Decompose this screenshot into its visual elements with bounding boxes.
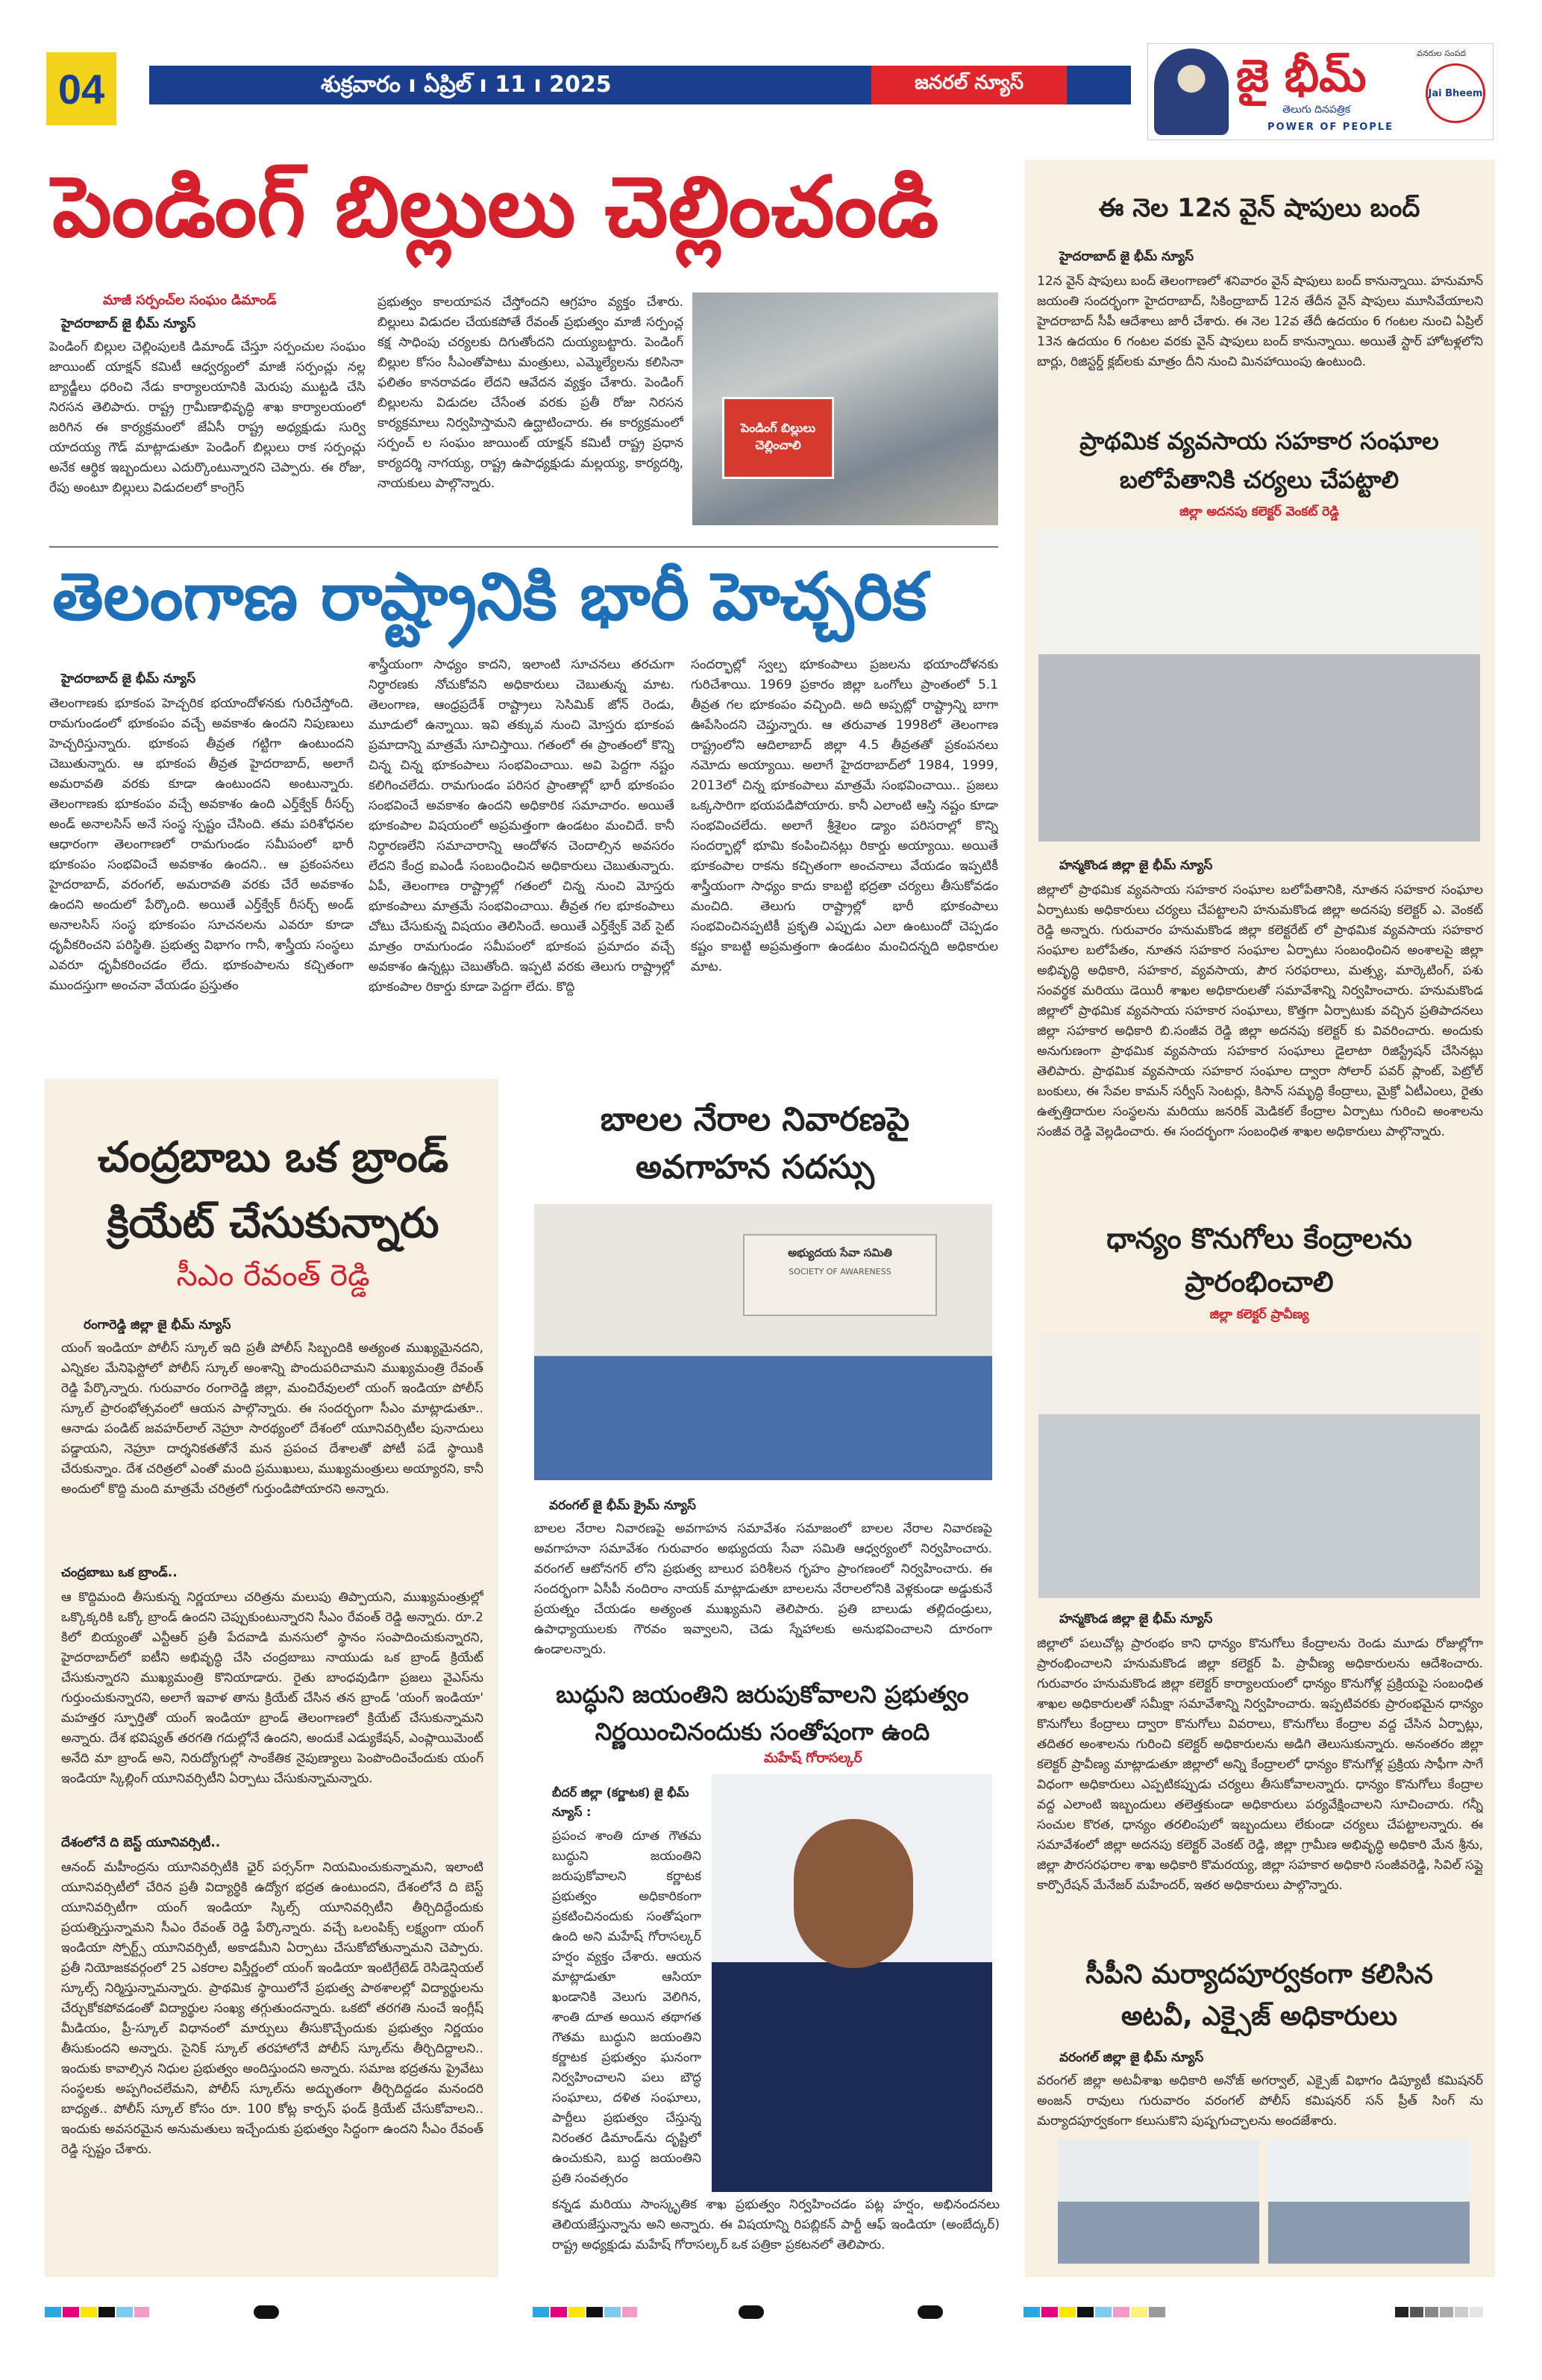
brand-logo: [1147, 43, 1494, 140]
article5-portrait-photo: [712, 1774, 992, 2192]
brand-name: జై భీమ్: [1236, 50, 1367, 102]
section-tag: [871, 66, 1067, 104]
sidebar1-headline: ఈ నెల 12న వైన్ షాపులు బంద్: [1098, 193, 1420, 223]
sidebar2-byline: జిల్లా అదనపు కలెక్టర్ వెంకట్ రెడ్డి: [1179, 504, 1339, 519]
article4-body: బాలల నేరాల నివారణపై అవగాహన సమావేశం సమాజంలో బాలల నేరాల నివారణపై అవగాహనా సమావేశం గురువారం అభ్యుదయ సేవా సమితి ఆధ్వర్యంలో నిర్వహించారు. వరంగల్ ఆటోనగర్ లోని ప్రభుత్వ బాలుర పరిశీలన గృహం ప్రాంగణంలో నిర్వహించారు. ఈ సందర్భంగా ఏసీపీ నందిరాం నాయక్ మాట్లాడుతూ బాలలను నేరాలలోనికి వెళ్లకుండా అడ్డుకునే ప్రయత్నం చేయడం అత్యంత ముఖ్యమని తెలిపారు. ప్రతి బాలుడు తల్లిదండ్రులు, ఉపాధ్యాయులకు గౌరవం ఇవ్వాలని, చెడు స్నేహాలకు అనుభవించాలని దూరంగా ఉండాలన్నారు.: [534, 1521, 992, 1657]
sidebar2-body: జిల్లాలో ప్రాథమిక వ్యవసాయ సహకార సంఘాల బలోపేతానికి, నూతన సహకార సంఘాల ఏర్పాటుకు అధికారులు చర్యలు చేపట్టాలని హనుమకొండ జిల్లా అదనపు కలెక్టర్ ఎ. వెంకట్ రెడ్డి అన్నారు. గురువారం హనుమకొండ జిల్లా కలెక్టరేట్ లో ప్రాథమిక వ్యవసాయ సహకార సంఘాల బలోపేతం, నూతన సహకార సంఘాల ఏర్పాటు సంబంధించిన అంశాలపై జిల్లా అభివృద్ధి అధికారి, సహకార, వ్యవసాయ, పౌర సరఫరాలు, మత్స్య, మార్కెటింగ్, పశు సంవర్థక మరియు డెయిరీ శాఖల అధికారులతో సమావేశాన్ని నిర్వహించారు. హనుమకొండ జిల్లాలో ప్రాథమిక వ్యవసాయ సహకార సంఘాలు, కొత్తగా ఏర్పాటుకు వచ్చిన ప్రతిపాదనలు జిల్లా సహకార అధికారి బి.సంజీవ రెడ్డి జిల్లా అదనపు కలెక్టర్ కు వివరించారు. అందుకు అనుగుణంగా ప్రాథమిక వ్యవసాయ సహకార సంఘాలు డైలాటా రిజిస్ట్రేషన్ చేసినట్లు తెలిపారు. ప్రాథమిక వ్యవసాయ సహకార సంఘాల ద్వారా సోలార్ పవర్ ప్లాంట్, పెట్రోల్ బంకులు, ఈ సేవల కామన్ సర్వీస్ సెంటర్లు, కిసాన్ సమృద్ధి కేంద్రాలు, మైక్రో ఏటీఎంలు, రైతు ఉత్పత్తిదారుల సంస్థలను మరియు జనరిక్ మెడికల్ కేంద్రాల ఏర్పాటు గురించి అంశాలను సంజీవ రెడ్డి వెల్లడించారు. ఈ సందర్భంగా సంబంధిత శాఖల అధికారులు పాల్గొన్నారు.: [1037, 883, 1483, 1139]
sidebar3-headline-line1: ధాన్యం కొనుగోలు కేంద్రాలను: [1106, 1222, 1412, 1255]
article1-col2: ప్రభుత్వం కాలయాపన చేస్తోందని ఆగ్రహం వ్యక్తం చేశారు. బిల్లులు విడుదల చేయకపోతే రేవంత్ ప్రభుత్వం మాజీ సర్పంచ్ల కక్ష సాధింపు చర్యలకు దిగుతోందని దుయ్యబట్టారు. పెండింగ్ బిల్లుల కోసం సీఎంతోపాటు మంత్రులు, ఎమ్మెల్యేలను కలిసినా ఫలితం కానరావడం లేదని ఆవేదన వ్యక్తం చేశారు. పెండింగ్ బిల్లులను విడుదల చేసేంత వరకు ప్రతీ రోజు నిరసన కార్యక్రమాలు నిర్వహిస్తామని ఉద్ఘాటించారు. ఈ కార్యక్రమంలో సర్పంచ్ ల సంఘం జాయింట్ యాక్షన్ కమిటీ రాష్ట్ర ప్రధాన కార్యదర్శి నాగయ్య, రాష్ట్ర ఉపాధ్యక్షుడు మల్లయ్య, కార్యదర్శి, నాయకులు పాల్గొన్నారు.: [377, 295, 683, 491]
sidebar3-meeting-photo: [1038, 1335, 1480, 1598]
article5-byline: మహేష్ గోరాసల్కర్: [764, 1750, 862, 1766]
page-number: 04: [57, 65, 105, 113]
divider: [49, 546, 998, 548]
sidebar4-headline-line1: సీపీని మర్యాదపూర్వకంగా కలిసిన: [1085, 1959, 1433, 1990]
article1-kicker: మాజీ సర్పంచ్‌ల సంఘం డిమాండ్: [103, 292, 277, 308]
seminar-poster-sub: SOCIETY OF AWARENESS: [789, 1267, 891, 1277]
sidebar2-headline-line1: ప్రాథమిక వ్యవసాయ సహకార సంఘాల: [1079, 427, 1439, 455]
sidebar2-dateline: హన్మకొండ జిల్లా జై భీమ్ న్యూస్: [1059, 858, 1213, 873]
article5-headline-line2: నిర్ణయించినందుకు సంతోషంగా ఉంది: [595, 1717, 930, 1746]
sidebar3-body: జిల్లాలో పలుచోట్ల ప్రారంభం కాని ధాన్యం కొనుగోలు కేంద్రాలను రెండు మూడు రోజుల్లోగా ప్రారంభించాలని హనుమకొండ జిల్లా కలెక్టర్ పి. ప్రావీణ్య అధికారులను ఆదేశించారు. గురువారం హనుమకొండ జిల్లా కలెక్టర్ కార్యాలయంలో ధాన్యం కొనుగోళ్ల ప్రక్రియపై సంబంధిత శాఖల అధికారులతో సమీక్షా సమావేశాన్ని నిర్వహించారు. ఇప్పటివరకు ప్రారంభమైన ధాన్యం కొనుగోలు కేంద్రాలు ద్వారా కొనుగోలు వివరాలు, కొనుగోలు కేంద్రాల వద్ద చేసిన ఏర్పాట్లు, తదితర అంశాలను గురించి కలెక్టర్ అధికారులను అడిగి తెలుసుకున్నారు. అనంతరం జిల్లా కలెక్టర్ ప్రావీణ్య మాట్లాడుతూ జిల్లాలో అన్ని కేంద్రాలలో ధాన్యం కొనుగోళ్ల ప్రక్రియ సాఫీగా సాగే విధంగా అధికారులు ఎప్పటికప్పుడు చర్యలు తీసుకోవాలన్నారు. ధాన్యం కొనుగోలు కేంద్రాల వద్ద ఎలాంటి ఇబ్బందులు తలెత్తకుండా అధికారులు పర్యవేక్షించాలని సూచించారు. గన్నీ సంచుల కొరత, ధాన్యం తరలింపులో ఇబ్బందులు లేకుండా చర్యలు చేపట్టాలన్నారు. ఈ సమావేశంలో జిల్లా అదనపు కలెక్టర్ వెంకట్ రెడ్డి, జిల్లా గ్రామీణ అభివృద్ధి అధికారి మేన శ్రీను, జిల్లా పౌరసరఫరాల శాఖ అధికారి కొమరయ్య, జిల్లా సహకార అధికారి సంజీవరెడ్డి, సివిల్ సప్లై కార్పొరేషన్ మేనేజర్ మహేందర్, ఇతర అధికారులు పాల్గొన్నారు.: [1037, 1636, 1483, 1893]
registration-marks-far-right: [1395, 2307, 1492, 2317]
page-number-box: [46, 52, 116, 125]
article1-headline: పెండింగ్ బిల్లులు చెల్లించండి: [52, 159, 939, 256]
registration-dot: [254, 2305, 279, 2319]
sidebar4-headline-line2: అటవీ, ఎక్సైజ్ అధికారులు: [1121, 2001, 1398, 2032]
article2-col3: సందర్భాల్లో స్వల్ప భూకంపాలు ప్రజలను భయాందోళనకు గురిచేశాయి. 1969 ప్రకారం జిల్లా ఒంగోలు ప్రాంతంలో 5.1 తీవ్రత గల భూకంపం వచ్చింది. అది అప్పట్లో రాష్ట్రాన్ని బాగా ఊపేసిందని చెప్తున్నారు. ఆ తరువాత 1998లో తెలంగాణ రాష్ట్రంలోని ఆదిలాబాద్ జిల్లా 4.5 తీవ్రతతో ప్రకంపనలు నమోదు అయ్యాయి. అలాగే హైదరాబాద్‌లో 1984, 1999, 2013లో చిన్న భూకంపాలు మాత్రమే సంభవించాయి.. ప్రజలు ఒక్కసారిగా భయపడిపోయారు. కానీ ఎలాంటి ఆస్తి నష్టం కూడా సంభవించలేదు. అలాగే శ్రీశైలం డ్యాం పరిసరాల్లో కొన్ని సందర్భాల్లో భూమి కంపించినట్లు రికార్డు అయ్యాయి. అయితే భూకంపాల రాకను కచ్చితంగా అంచనాలు వేయడం ఇప్పటికీ శాస్త్రీయంగా సాధ్యం కాదు కాబట్టి భద్రతా చర్యలు తీసుకోవడం మంచిది. తెలుగు రాష్ట్రాల్లో భారీ భూకంపాలు సంభవించినప్పటికీ ప్రకృతి ఎప్పుడు ఎలా ఉంటుందో చెప్పడం కష్టం కాబట్టి అప్రమత్తంగా ఉండటం మంచిదన్నది అధికారుల మాట.: [691, 657, 998, 974]
sidebar2-meeting-photo: [1038, 530, 1480, 842]
article5-side-text: ప్రపంచ శాంతి దూత గౌతమ బుద్ధుని జయంతిని జరుపుకోవాలని కర్ణాటక ప్రభుత్వం అధికారికంగా ప్రకటించినందుకు సంతోషంగా ఉంది అని మహేష్ గోరాసల్కర్ హర్షం వ్యక్తం చేశారు. ఆయన మాట్లాడుతూ ఆసియా ఖండానికి వెలుగు వెలిగిన, శాంతి దూత అయిన తథాగత గౌతమ బుద్ధుని జయంతిని కర్ణాటక ప్రభుత్వం ఘనంగా నిర్వహించాలని పలు బౌద్ధ సంఘాలు, దళిత సంఘాలు, పార్టీలు ప్రభుత్వం చేస్తున్న నిరంతర డిమాండ్‌ను దృష్టిలో ఉంచుకుని, బుద్ధ జయంతిని ప్రతి సంవత్సరం: [552, 1829, 701, 2186]
sidebar1-body: 12న వైన్ షాపులు బంద్ తెలంగాణలో శనివారం వైన్ షాపులు బంద్ కానున్నాయి. హనుమాన్ జయంతి సందర్భంగా హైదరాబాద్, సికింద్రాబాద్ 12న తేదీన వైన్ షాపులు మూసివేయాలని హైదరాబాద్ సీపీ ఆదేశాలు జారీ చేశారు. ఈ నెల 12వ తేదీ ఉదయం 6 గంటల నుంచి ఏప్రిల్ 13న ఉదయం 6 గంటల వరకు వైన్ షాపులు బంద్ కానున్నాయి. అయితే స్టార్ హోటళ్లలోని బార్లు, రిజిస్టర్డ్ క్లబ్‌లకు మాత్రం దీని నుంచి మినహాయింపు ఉంటుంది.: [1037, 274, 1483, 369]
sidebar3-dateline: హన్మకొండ జిల్లా జై భీమ్ న్యూస్: [1059, 1612, 1213, 1626]
article2-headline: తెలంగాణ రాష్ట్రానికి భారీ హెచ్చరిక: [52, 558, 927, 635]
article5-dateline: బీదర్ జిల్లా (కర్ణాటక) జై భీమ్ న్యూస్ :: [552, 1785, 689, 1819]
sidebar1-dateline: హైదరాబాద్ జై భీమ్ న్యూస్: [1059, 249, 1194, 264]
section-label: జనరల్ న్యూస్: [915, 72, 1024, 94]
brand-slogan: POWER OF PEOPLE: [1267, 122, 1394, 133]
sidebar4-photo-right: [1268, 2140, 1470, 2264]
sidebar3-byline: జిల్లా కలెక్టర్ ప్రావీణ్య: [1209, 1307, 1309, 1322]
article4-headline-line2: అవగాహన సదస్సు: [636, 1148, 874, 1186]
registration-marks-right: [1024, 2307, 1188, 2317]
issue-date: శుక్రవారం ı ఏప్రిల్ ı 11 ı 2025: [321, 72, 612, 98]
article4-seminar-photo: [534, 1204, 992, 1480]
article3-para2: ఆ కొద్దిమంది తీసుకున్న నిర్ణయాలు చరిత్రను మలుపు తిప్పాయని, ముఖ్యమంత్రుల్లో ఒక్కొక్కరికి ఒక్కో బ్రాండ్ ఉందని చెప్పుకుంటున్నారని సీఎం రేవంత్ రెడ్డి అన్నారు. రూ.2 కిలో బియ్యంతో ఎన్టీఆర్ ప్రతీ పేదవాడి మనసులో స్థానం సంపాదించుకున్నారని, హైదరాబాద్‌లో ఐటీని అభివృద్ధి చేసి చంద్రబాబు నాయుడు ఒక బ్రాండ్ క్రియేట్ చేసుకున్నారని ముఖ్యమంత్రి కొనియాడారు. రైతు బాంధవుడిగా ప్రజలు వైఎస్‌ను గుర్తుంచుకున్నారని, అలాగే ఇవాళ తాను క్రియేట్ చేసిన తన బ్రాండ్ 'యంగ్ ఇండియా' మహత్తర స్ఫూర్తితో యంగ్ ఇండియా బ్రాండ్ తెలంగాణలో క్రియేట్ చేసుకున్నామని అన్నారు. దేశ భవిష్యత్ తరగతి గదుల్లోనే ఉందని, అందుకే ఎడ్యుకేషన్, ఎంప్లాయిమెంట్ అనేది మా బ్రాండ్ అని, నిరుద్యోగుల్లో సాంకేతిక నైపుణ్యాలు పెంపొందించేందుకు యంగ్ ఇండియా స్కిల్లింగ్ యూనివర్సిటీని ఏర్పాటు చేసుకున్నామన్నారు.: [61, 1590, 483, 1786]
article3-byline: సీఎం రేవంత్ రెడ్డి: [176, 1259, 370, 1293]
article5-headline-line1: బుద్ధుని జయంతిని జరుపుకోవాలని ప్రభుత్వం: [556, 1680, 969, 1709]
registration-dot: [918, 2305, 943, 2319]
jai-bheem-emblem: [1426, 63, 1485, 123]
article3-para3: ఆనంద్ మహీంద్రను యూనివర్సిటీకి ఛైర్ పర్సన్‌గా నియమించుకున్నామని, ఇలాంటి యూనివర్సిటీలో చేరిన ప్రతీ విద్యార్థికి ఉద్యోగ భద్రత ఉంటుందని, దేశంలోనే ది బెస్ట్ యూనివర్సిటీగా యంగ్ ఇండియా స్కిల్స్ యూనివర్సిటీని తీర్చిదిద్దేందుకు ప్రయత్నిస్తున్నామని సీఎం రేవంత్ రెడ్డి పేర్కొన్నారు. వచ్చే ఒలంపిక్స్ లక్ష్యంగా యంగ్ ఇండియా స్పోర్ట్స్ యూనివర్సిటీ, అకాడమీని ఏర్పాటు చేసుకోబోతున్నామని చెప్పారు. ప్రతీ నియోజకవర్గంలో 25 ఎకరాల విస్తీర్ణంలో యంగ్ ఇండియా ఇంటిగ్రేటెడ్ రెసిడెన్షియల్ స్కూల్స్ నిర్మిస్తున్నామన్నారు. ప్రాథమిక స్థాయిలోనే ప్రభుత్వ పాఠశాలల్లో విద్యార్థులను చేర్చుకోకపోవడంతో విద్యార్థుల సంఖ్య తగ్గుతుందన్నారు. ఒకటో తరగతి నుంచే ఇంగ్లీష్ మీడియం, ప్రీ-స్కూల్ విధానంలో మార్పులు తీసుకొచ్చేందుకు ప్రభుత్వం నిర్ణయం తీసుకుందని అన్నారు. సైనిక్ స్కూల్ తరహాలోనే పోలీస్ స్కూల్‌ను తీర్చిదిద్దాలని.. ఇందుకు కావాల్సిన నిధుల ప్రభుత్వం అందిస్తుందని అన్నారు. సమాజ భద్రతను ప్రైవేటు సంస్థలకు అప్పగించలేమని, పోలీస్ స్కూల్‌ను అద్భుతంగా తీర్చిదిద్దడం మనందరి బాధ్యత.. పోలీస్ స్కూల్ కోసం రూ. 100 కోట్ల కార్పస్ ఫండ్ క్రియేట్ చేసుకోవాలని.. ఇందుకు అవసరమైన అనుమతులు ఇచ్చేందుకు ప్రభుత్వం సిద్ధంగా ఉందని సీఎం రేవంత్ రెడ్డి స్పష్టం చేశారు.: [61, 1860, 483, 2157]
brand-tagline: తెలుగు దినపత్రిక: [1282, 104, 1351, 116]
article3-dateline: రంగారెడ్డి జిల్లా జై భీమ్ న్యూస్: [84, 1318, 231, 1333]
registration-dot: [739, 2305, 764, 2319]
protest-banner: [722, 397, 834, 479]
sidebar4-dateline: వరంగల్ జిల్లా జై భీమ్ న్యూస్: [1059, 2050, 1204, 2065]
registration-marks-left: [45, 2307, 149, 2317]
article4-dateline: వరంగల్ జై భీమ్ క్రైమ్ న్యూస్: [549, 1498, 696, 1513]
article3-subhead1: చంద్రబాబు ఒక బ్రాండ్..: [61, 1565, 178, 1580]
registration-marks-center: [533, 2307, 637, 2317]
seminar-poster: [743, 1234, 937, 1316]
portrait-face: [794, 1819, 913, 1968]
brand-tagline-top: వనరుల సంపద: [1417, 48, 1467, 58]
article1-dateline: హైదరాబాద్ జై భీమ్ న్యూస్: [61, 316, 196, 331]
article3-para1: యంగ్ ఇండియా పోలీస్ స్కూల్ ఇది ప్రతీ పోలీస్ సిబ్బందికి అత్యంత ముఖ్యమైనదని, ఎన్నికల మేనిఫెస్టోలో పోలీస్ స్కూల్ అంశాన్ని పొందుపరిచామని ముఖ్యమంత్రి రేవంత్ రెడ్డి పేర్కొన్నారు. గురువారం రంగారెడ్డి జిల్లా, మంచిరేవులలో యంగ్ ఇండియా పోలీస్ స్కూల్ ప్రారంభోత్సవంలో ఆయన పాల్గొన్నారు. ఈ సందర్భంగా సీఎం మాట్లాడుతూ.. ఆనాడు పండిట్ జవహర్‌లాల్ నెహ్రూ సారథ్యంలో దేశంలో యూనివర్సిటీల పునాదులు పడ్డాయని, నెహ్రూ దార్శనికతతోనే మన ప్రపంచ దేశాలతో పోటీ పడే స్థాయికి చేరుకున్నాం. దేశ చరిత్రలో ఎంతో మంది ప్రముఖులు, ముఖ్యమంత్రులు అయ్యారని, కానీ అందులో కొద్ది మంది మాత్రమే చరిత్రలో గుర్తుండిపోయారని అన్నారు.: [61, 1341, 483, 1497]
protest-banner-text: పెండింగ్ బిల్లులు చెల్లించాలి: [740, 421, 816, 452]
sidebar3-headline-line2: ప్రారంభించాలి: [1185, 1265, 1334, 1298]
seminar-poster-title: అభ్యుదయ సేవా సమితి: [788, 1246, 892, 1259]
brand-logo-text: Jai Bheem: [1428, 87, 1483, 99]
article1-col1: పెండింగ్ బిల్లుల చెల్లింపులకి డిమాండ్ చేస్తూ సర్పంచుల సంఘం జాయింట్ యాక్షన్ కమిటీ ఆధ్వర్యంలో మాజీ సర్పంచ్లు నల్ల బ్యాడ్జీలు ధరించి నేడు కార్యాలయానికి మెరుపు ముట్టడి చేసి నిరసన తెలిపారు. రాష్ట్ర గ్రామీణాభివృద్ధి శాఖ కార్యాలయంలో జరిగిన ఈ కార్యక్రమంలో జేఏసీ రాష్ట్ర అధ్యక్షుడు సుర్వి యాదయ్య గౌడ్ మాట్లాడుతూ పెండింగ్ బిల్లులు రాక సర్పంచ్లు అనేక ఆర్థిక ఇబ్బందులు ఎదుర్కొంటున్నారని చెప్పారు. ఈ రోజు, రేపు అంటూ బిల్లులు విడుదలలో కాంగ్రెస్: [49, 339, 366, 495]
article5-bottom-text: కన్నడ మరియు సాంస్కృతిక శాఖ ప్రభుత్వం నిర్వహించడం పట్ల హర్షం, అభినందనలు తెలియజేస్తున్నాను అని అన్నారు. ఈ విషయాన్ని రిపబ్లికన్ పార్టీ ఆఫ్ ఇండియా (అంబేద్కర్) రాష్ట్ర అధ్యక్షుడు మహేష్ గోరాసల్కర్ ఒక పత్రికా ప్రకటనలో తెలిపారు.: [552, 2197, 1000, 2252]
article4-headline-line1: బాలల నేరాల నివారణపై: [600, 1100, 910, 1139]
article2-col2: శాస్త్రీయంగా సాధ్యం కాదని, ఇలాంటి సూచనలు తరచుగా నిర్ధారణకు నోచుకోవని అధికారులు చెబుతున్న మాట. తెలంగాణ, ఆంధ్రప్రదేశ్ రాష్ట్రాలు సెసిమిక్ జోన్ రెండు, మూడులో ఉన్నాయి. ఇవి తక్కువ నుంచి మోస్తరు భూకంప ప్రమాదాన్ని మాత్రమే సూచిస్తాయి. గతంలో ఈ ప్రాంతంలో కొన్ని చిన్న చిన్న భూకంపాలు సంభవించాయి. అవి పెద్దగా నష్టం కలిగించలేదు. రామగుండం పరిసర ప్రాంతాల్లో భారీ భూకంపం సంభవించే అవకాశం ఉందని అధికారిక సమాచారం. అయితే భూకంపాల విషయంలో అప్రమత్తంగా ఉండటం మంచిదే. కానీ నిర్ధారణలేని సమాచారాన్ని ఆందోళన చెందాల్సిన అవసరం లేదని కేంద్ర ఐఎండీ సంబంధించిన అధికారులు చెబుతున్నారు. ఏపీ, తెలంగాణ రాష్ట్రాల్లో గతంలో చిన్న నుంచి మోస్తరు భూకంపాలు మాత్రమే సంభవించాయి. తీవ్రత గల భూకంపాలు చోటు చేసుకున్న విషయం తెలిసిందే. అయితే ఎర్త్‌క్వేక్ వెబ్ సైట్ మాత్రం రామగుండం సమీపంలో భూకంప ప్రమాదం వచ్చే అవకాశం ఉన్నట్లు చెబుతోంది. ఇప్పటి వరకు తెలుగు రాష్ట్రాల్లో భూకంపాల రికార్డు కూడా పెద్దగా లేదు. కొద్ది: [369, 657, 674, 995]
ambedkar-portrait-icon: [1154, 48, 1229, 135]
article3-headline-line1: చంద్రబాబు ఒక బ్రాండ్: [97, 1133, 449, 1182]
sidebar4-photo-left: [1058, 2140, 1259, 2264]
article3-headline-line2: క్రియేట్ చేసుకున్నారు: [107, 1199, 439, 1247]
sidebar4-body: వరంగల్ జిల్లా అటవీశాఖ అధికారి అనోజ్ అగర్వాల్, ఎక్సైజ్ విభాగం డిప్యూటీ కమిషనర్ అంజన్ రావులు గురువారం వరంగల్ పోలీస్ కమిషనర్ సన్ ప్రీత్ సింగ్ ను మర్యాదపూర్వకంగా కలుసుకొని పుష్పగుచ్ఛాలను అందజేశారు.: [1037, 2073, 1483, 2129]
article2-dateline: హైదరాబాద్ జై భీమ్ న్యూస్: [61, 671, 196, 686]
sidebar2-headline-line2: బలోపేతానికి చర్యలు చేపట్టాలి: [1119, 466, 1400, 494]
article3-subhead2: దేశంలోనే ది బెస్ట్ యూనివర్సిటీ..: [61, 1835, 221, 1850]
article2-col1: తెలంగాణకు భూకంప హెచ్చరిక భయాందోళనకు గురిచేస్తోంది. రామగుండంలో భూకంపం వచ్చే అవకాశం ఉందని నిపుణులు హెచ్చరిస్తున్నారు. భూకంప తీవ్రత గట్టిగా ఉంటుందని చెబుతున్నారు. ఆ భూకంప తీవ్రత హైదరాబాద్, అలాగే అమరావతి వరకు కూడా ఉంటుందని అంటున్నారు. తెలంగాణకు భూకంపం వచ్చే అవకాశం ఉంది ఎర్త్‌క్వేక్ రీసర్చ్ అండ్ అనాలసిస్ అనే సంస్థ స్పష్టం చేసింది. తమ పరిశోధనల ఆధారంగా తెలంగాణలో రామగుండం సమీపంలో భారీ భూకంపం సంభవించే అవకాశం ఉందని.. ఆ ప్రకంపనలు హైదరాబాద్, వరంగల్, అమరావతి వరకు చేరే అవకాశం ఉందని అందులో పేర్కొంది. అయితే ఎర్త్‌క్వేక్ రీసర్చ్ అండ్ అనాలసిస్ సంస్థ భూకంపం సూచనలను ఎవరూ కూడా ధృవీకరించని పరిస్థితి. ప్రభుత్వ విభాగం గానీ, శాస్త్రీయ సంస్థలు ఎవరూ ధృవీకరించడం లేదు. భూకంపాలను కచ్చితంగా ముందస్తుగా అంచనా వేయడం ప్రస్తుతం: [49, 696, 354, 993]
article1-protest-photo: [692, 292, 998, 525]
